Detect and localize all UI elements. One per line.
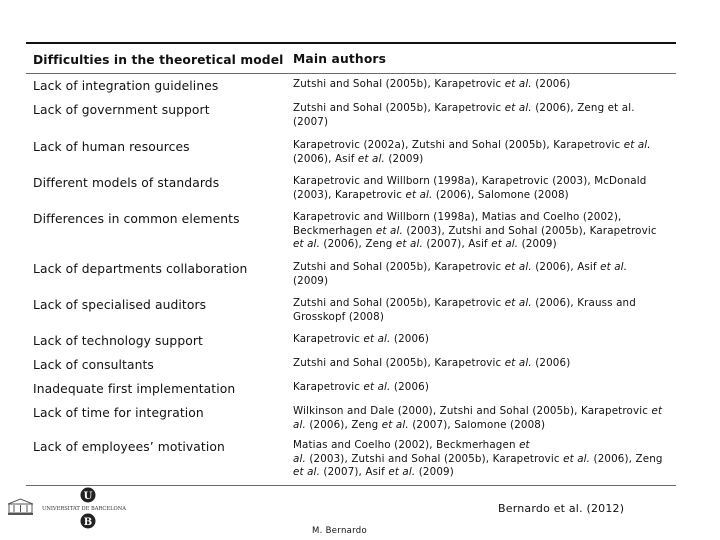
- slide-footer: [0, 482, 720, 540]
- authors-line: [293, 275, 672, 289]
- authors-text: (2007), Asif: [422, 238, 492, 250]
- authors-text: (2006): [390, 381, 430, 393]
- authors-text: Zutshi and Sohal (2005b), Karapetrovic: [293, 261, 505, 273]
- difficulty-cell: Lack of employees’ motivation: [33, 440, 225, 454]
- authors-cell: [293, 98, 676, 135]
- et-al-italic: et al.: [600, 261, 628, 273]
- authors-text: (2003), Zutshi and Sohal (2005b), Karapetrovic: [305, 452, 564, 465]
- et-al-italic: et al.: [504, 261, 532, 273]
- authors-line: [293, 78, 672, 92]
- authors-text: (2006), Zeng et al.: [531, 102, 635, 114]
- et-al-italic: et: [519, 439, 530, 451]
- authors-cell: [293, 135, 676, 171]
- et-al-italic: et al.: [293, 466, 320, 478]
- authors-line: [293, 297, 672, 311]
- et-al-italic: et al.: [395, 238, 423, 250]
- table-row: [26, 207, 676, 257]
- table-row: [26, 329, 676, 353]
- difficulties-table: [26, 42, 676, 486]
- et-al-italic: et al.: [375, 224, 403, 237]
- authors-text: (2007), Salomone (2008): [408, 418, 546, 431]
- university-logo: [42, 484, 142, 530]
- authors-cell: [293, 171, 676, 207]
- table-row: [26, 293, 676, 329]
- et-al-italic: et al.: [504, 357, 532, 369]
- authors-cell: [293, 207, 676, 257]
- table-row: [26, 74, 676, 98]
- authors-text: (2009): [293, 274, 329, 287]
- authors-text: (2006), Zeng: [320, 238, 396, 250]
- logo-text: UNIVERSITAT DE BARCELONA: [42, 506, 127, 512]
- authors-line: [293, 453, 672, 467]
- table-row: [26, 377, 676, 401]
- authors-line: [293, 419, 672, 433]
- authors-cell: [293, 353, 676, 377]
- et-al-italic: et al.: [293, 238, 320, 250]
- et-al-italic: et al.: [388, 466, 416, 478]
- et-al-italic: et al.: [504, 78, 532, 90]
- et-al-italic: et al.: [363, 381, 391, 393]
- authors-text: Wilkinson and Dale (2000), Zutshi and Sohal (2005b), Karapetrovic: [293, 405, 652, 417]
- et-al-italic: et al.: [563, 452, 591, 465]
- authors-cell: [293, 257, 676, 293]
- authors-text: (2006), Asif: [293, 152, 358, 165]
- citation: Bernardo et al. (2012): [498, 502, 625, 515]
- et-al-italic: et al.: [504, 297, 532, 309]
- authors-text: Beckmerhagen: [293, 224, 376, 237]
- difficulty-cell: Different models of standards: [33, 176, 220, 190]
- authors-cell: [293, 329, 676, 353]
- authors-line: [293, 139, 672, 153]
- et-al-italic: et: [651, 405, 663, 417]
- difficulty-cell: Lack of consultants: [33, 358, 154, 372]
- authors-text: (2003), Karapetrovic: [293, 188, 406, 201]
- et-al-italic: al.: [293, 418, 306, 431]
- logo-letter-b: B: [83, 517, 93, 528]
- authors-line: [293, 153, 672, 167]
- authors-cell: [293, 293, 676, 329]
- authors-cell: [293, 435, 676, 485]
- table-row: [26, 435, 676, 485]
- authors-text: Zutshi and Sohal (2005b), Karapetrovic: [293, 297, 505, 309]
- et-al-italic: et al.: [381, 418, 409, 431]
- authors-text: (2009): [518, 238, 557, 250]
- logo-letter-u: U: [83, 491, 93, 502]
- authors-text: Zutshi and Sohal (2005b), Karapetrovic: [293, 357, 505, 369]
- faculty-building-icon: [8, 498, 33, 516]
- difficulty-cell: Lack of integration guidelines: [33, 79, 219, 93]
- authors-text: (2003), Zutshi and Sohal (2005b), Karapetrovic: [402, 224, 657, 237]
- authors-line: [293, 189, 672, 203]
- authors-text: (2007), Asif: [320, 466, 389, 478]
- difficulty-cell: Lack of human resources: [33, 140, 190, 154]
- authors-line: [293, 311, 672, 325]
- authors-line: [293, 357, 672, 371]
- authors-line: [293, 225, 672, 239]
- authors-line: [293, 405, 672, 419]
- authors-text: (2006), Krauss and: [531, 297, 636, 309]
- authors-text: (2006): [390, 333, 430, 345]
- authors-line: [293, 466, 672, 480]
- difficulty-cell: Lack of specialised auditors: [33, 298, 207, 312]
- authors-text: (2009): [384, 152, 424, 165]
- difficulty-cell: Inadequate first implementation: [33, 382, 236, 396]
- authors-text: (2006), Zeng: [305, 418, 382, 431]
- table-row: [26, 135, 676, 171]
- authors-text: Karapetrovic and Willborn (1998a), Matias and Coelho (2002),: [293, 211, 622, 223]
- authors-text: Zutshi and Sohal (2005b), Karapetrovic: [293, 78, 505, 90]
- authors-cell: [293, 74, 676, 98]
- authors-line: [293, 439, 672, 453]
- et-al-italic: al.: [293, 452, 306, 465]
- et-al-italic: et al.: [357, 152, 385, 165]
- header-main-authors: Main authors: [293, 52, 387, 66]
- authors-line: [293, 333, 672, 347]
- et-al-italic: et al.: [623, 139, 651, 151]
- authors-text: Matias and Coelho (2002), Beckmerhagen: [293, 439, 520, 451]
- et-al-italic: et al.: [491, 238, 519, 250]
- table-body: [26, 74, 676, 485]
- et-al-italic: et al.: [504, 102, 532, 114]
- table-row: [26, 353, 676, 377]
- table-row: [26, 257, 676, 293]
- table-row: [26, 98, 676, 135]
- header-difficulties: Difficulties in the theoretical model: [33, 53, 284, 67]
- authors-text: Karapetrovic and Willborn (1998a), Karapetrovic (2003), McDonald: [293, 175, 647, 187]
- author-name: M. Bernardo: [312, 526, 367, 536]
- authors-text: (2006), Salomone (2008): [432, 188, 569, 201]
- authors-text: Karapetrovic: [293, 381, 364, 393]
- authors-cell: [293, 401, 676, 435]
- authors-line: [293, 381, 672, 395]
- authors-line: [293, 238, 672, 252]
- table-row: [26, 171, 676, 207]
- difficulty-cell: Lack of government support: [33, 103, 210, 117]
- difficulty-cell: Lack of technology support: [33, 334, 203, 348]
- et-al-italic: et al.: [405, 188, 433, 201]
- authors-text: Zutshi and Sohal (2005b), Karapetrovic: [293, 102, 505, 114]
- authors-text: Grosskopf (2008): [293, 310, 384, 323]
- authors-text: (2006), Zeng: [590, 452, 663, 465]
- authors-text: Karapetrovic (2002a), Zutshi and Sohal (2005b), Karapetrovic: [293, 139, 624, 151]
- authors-line: [293, 102, 672, 116]
- authors-text: (2007): [293, 115, 329, 128]
- authors-line: [293, 116, 672, 130]
- authors-text: (2006): [531, 357, 571, 369]
- authors-text: (2006): [531, 78, 571, 90]
- authors-line: [293, 211, 672, 225]
- difficulty-cell: Lack of departments collaboration: [33, 262, 248, 276]
- table-row: [26, 401, 676, 435]
- table-header-row: [26, 44, 676, 73]
- authors-cell: [293, 377, 676, 401]
- et-al-italic: et al.: [363, 333, 391, 345]
- difficulty-cell: Lack of time for integration: [33, 406, 204, 420]
- authors-text: (2006), Asif: [531, 261, 601, 273]
- authors-line: [293, 261, 672, 275]
- authors-text: Karapetrovic: [293, 333, 364, 345]
- difficulty-cell: Differences in common elements: [33, 212, 240, 226]
- authors-line: [293, 175, 672, 189]
- authors-text: (2009): [415, 466, 454, 478]
